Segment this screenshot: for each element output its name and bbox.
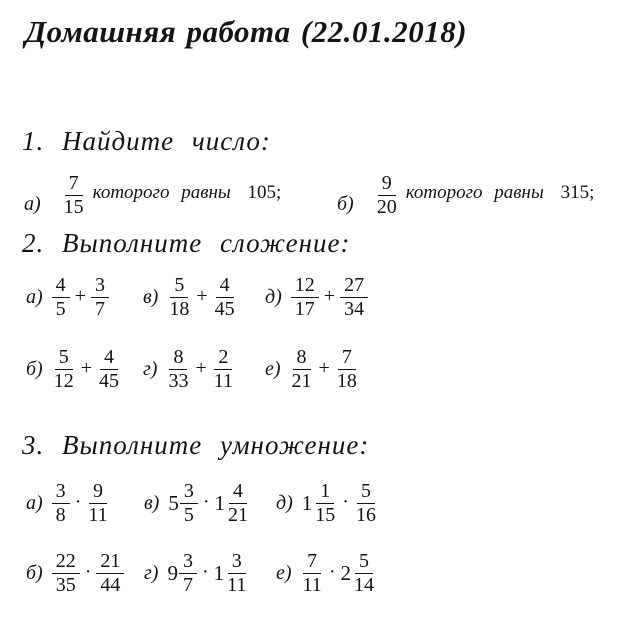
problem-label: б) — [337, 192, 354, 215]
problem-value: 105; — [247, 182, 282, 203]
fraction-numerator: 7 — [65, 173, 83, 196]
whole-number: 1 — [213, 560, 225, 585]
math-term — [291, 275, 319, 320]
math-term — [340, 275, 368, 320]
operator: + — [323, 285, 336, 307]
problem — [265, 347, 640, 392]
fraction-numerator: 8 — [169, 347, 187, 370]
problem-label: д) — [265, 285, 282, 308]
fraction-denominator: 34 — [344, 297, 365, 320]
problem — [276, 481, 640, 526]
problem — [143, 347, 265, 392]
fraction — [212, 347, 235, 392]
fraction-numerator: 3 — [180, 481, 198, 504]
fraction-numerator: 1 — [316, 481, 334, 504]
problem-label: а) — [26, 491, 43, 514]
fraction-numerator: 4 — [216, 275, 234, 298]
math-term — [97, 347, 121, 392]
problem — [26, 275, 143, 320]
math-term — [168, 481, 198, 526]
section3-row2 — [26, 542, 640, 604]
fraction — [52, 481, 70, 526]
fraction — [375, 173, 399, 218]
whole-number: 5 — [168, 490, 179, 515]
fraction-numerator: 4 — [52, 275, 70, 298]
problem — [143, 275, 265, 320]
fraction-numerator: 27 — [340, 275, 368, 298]
problem — [26, 551, 144, 596]
fraction — [226, 481, 250, 526]
problem — [26, 347, 143, 392]
math-term — [96, 551, 124, 596]
fraction-numerator: 5 — [55, 347, 73, 370]
operator: + — [196, 285, 208, 307]
math-term — [52, 275, 70, 320]
fraction — [166, 347, 190, 392]
operator: + — [74, 285, 86, 307]
section3-row1 — [26, 472, 640, 534]
math-term — [86, 481, 109, 526]
fraction — [301, 551, 324, 596]
fraction-numerator: 4 — [229, 481, 247, 504]
problem-text: которого равны 105; — [92, 182, 282, 203]
fraction — [52, 551, 80, 596]
fraction — [335, 347, 359, 392]
math-term — [167, 551, 197, 596]
math-term — [375, 173, 399, 218]
math-term — [213, 275, 237, 320]
fraction-denominator: 11 — [227, 573, 247, 596]
fraction-denominator: 18 — [336, 369, 357, 392]
fraction — [97, 347, 121, 392]
whole-number: 2 — [340, 560, 351, 585]
fraction-numerator: 7 — [338, 347, 356, 370]
problem — [276, 551, 640, 596]
operator: · — [74, 491, 82, 513]
fraction — [52, 347, 76, 392]
math-term — [166, 347, 190, 392]
section2-row2 — [26, 338, 640, 400]
fraction-denominator: 8 — [55, 503, 66, 526]
fraction — [91, 275, 109, 320]
fraction-numerator: 5 — [170, 275, 188, 298]
fraction — [52, 275, 70, 320]
fraction-denominator: 15 — [63, 195, 84, 218]
fraction-denominator: 5 — [183, 503, 194, 526]
problem-label: в) — [143, 285, 159, 308]
operator: · — [201, 561, 209, 583]
fraction — [225, 551, 248, 596]
problem — [337, 164, 594, 226]
fraction-denominator: 7 — [182, 573, 193, 596]
fraction — [62, 173, 86, 218]
math-term — [52, 347, 76, 392]
section2-heading: 2. Выполните сложение: — [22, 228, 351, 258]
problem — [144, 551, 276, 596]
math-term — [290, 347, 314, 392]
problem-label: б) — [26, 561, 43, 584]
problem — [265, 275, 640, 320]
fraction — [313, 481, 337, 526]
fraction — [291, 275, 319, 320]
fraction-denominator: 44 — [100, 573, 121, 596]
math-term — [301, 551, 324, 596]
operator: · — [328, 561, 336, 583]
fraction-denominator: 16 — [355, 503, 376, 526]
fraction-numerator: 3 — [91, 275, 109, 298]
fraction-numerator: 3 — [52, 481, 70, 504]
fraction-denominator: 33 — [168, 369, 189, 392]
fraction-denominator: 11 — [88, 503, 108, 526]
problem-label: а) — [26, 285, 43, 308]
problem-label: в) — [144, 491, 160, 514]
fraction — [290, 347, 314, 392]
fraction — [340, 275, 368, 320]
fraction-numerator: 9 — [89, 481, 107, 504]
section3-heading: 3. Выполните умножение: — [22, 430, 370, 460]
math-term — [354, 481, 378, 526]
page-title: Домашняя работа (22.01.2018) — [25, 14, 468, 49]
problem-label: г) — [143, 357, 158, 380]
fraction-numerator: 3 — [228, 551, 246, 574]
fraction — [96, 551, 124, 596]
whole-number: 9 — [167, 560, 178, 585]
fraction — [179, 551, 197, 596]
fraction-denominator: 11 — [213, 369, 234, 392]
math-term — [214, 551, 249, 596]
fraction-denominator: 21 — [291, 369, 312, 392]
fraction-numerator: 22 — [52, 551, 80, 574]
fraction — [213, 275, 237, 320]
problem-label: е) — [276, 561, 292, 584]
fraction-denominator: 20 — [376, 195, 397, 218]
fraction-numerator: 9 — [378, 173, 396, 196]
math-term — [52, 551, 80, 596]
problem — [26, 481, 144, 526]
math-term — [340, 551, 376, 596]
fraction-denominator: 12 — [53, 369, 74, 392]
problem-label: а) — [24, 192, 41, 215]
operator: + — [80, 357, 92, 379]
fraction-numerator: 2 — [214, 347, 232, 370]
operator: + — [318, 357, 330, 379]
operator: · — [342, 491, 349, 513]
fraction-numerator: 5 — [357, 481, 375, 504]
fraction-numerator: 5 — [355, 551, 373, 574]
fraction-denominator: 15 — [315, 503, 336, 526]
fraction-denominator: 5 — [55, 297, 66, 320]
fraction-denominator: 7 — [94, 297, 105, 320]
math-term — [91, 275, 109, 320]
fraction-denominator: 45 — [214, 297, 235, 320]
fraction-denominator: 21 — [228, 503, 249, 526]
problem-label: г) — [144, 561, 159, 584]
math-term — [167, 275, 191, 320]
fraction-numerator: 3 — [179, 551, 197, 574]
operator: + — [195, 357, 207, 379]
fraction-denominator: 18 — [169, 297, 190, 320]
problem-label: е) — [265, 357, 281, 380]
math-term — [335, 347, 359, 392]
problem-text: которого равны 315; — [405, 182, 595, 203]
problem — [144, 481, 276, 526]
problem-label: б) — [26, 357, 43, 380]
fraction-denominator: 35 — [55, 573, 76, 596]
fraction-denominator: 17 — [294, 297, 315, 320]
fraction-denominator: 11 — [302, 573, 322, 596]
problem-value: 315; — [560, 182, 595, 203]
fraction — [352, 551, 376, 596]
math-term — [215, 481, 251, 526]
fraction-numerator: 21 — [96, 551, 124, 574]
math-term — [302, 481, 338, 526]
fraction — [86, 481, 109, 526]
fraction-numerator: 4 — [100, 347, 118, 370]
fraction-numerator: 12 — [291, 275, 319, 298]
fraction-denominator: 45 — [99, 369, 119, 392]
section1-heading: 1. Найдите число: — [22, 126, 271, 156]
math-term — [52, 481, 70, 526]
math-term — [62, 173, 86, 218]
operator: · — [202, 491, 210, 513]
fraction-numerator: 7 — [303, 551, 321, 574]
whole-number: 1 — [301, 490, 313, 515]
math-term — [212, 347, 235, 392]
problem — [24, 164, 281, 226]
fraction — [167, 275, 191, 320]
problem-label: д) — [276, 491, 293, 514]
fraction — [354, 481, 378, 526]
fraction — [180, 481, 198, 526]
section2-row1 — [26, 266, 640, 328]
fraction-numerator: 8 — [293, 347, 311, 370]
operator: · — [84, 561, 92, 583]
fraction-denominator: 14 — [353, 573, 374, 596]
whole-number: 1 — [214, 490, 226, 515]
